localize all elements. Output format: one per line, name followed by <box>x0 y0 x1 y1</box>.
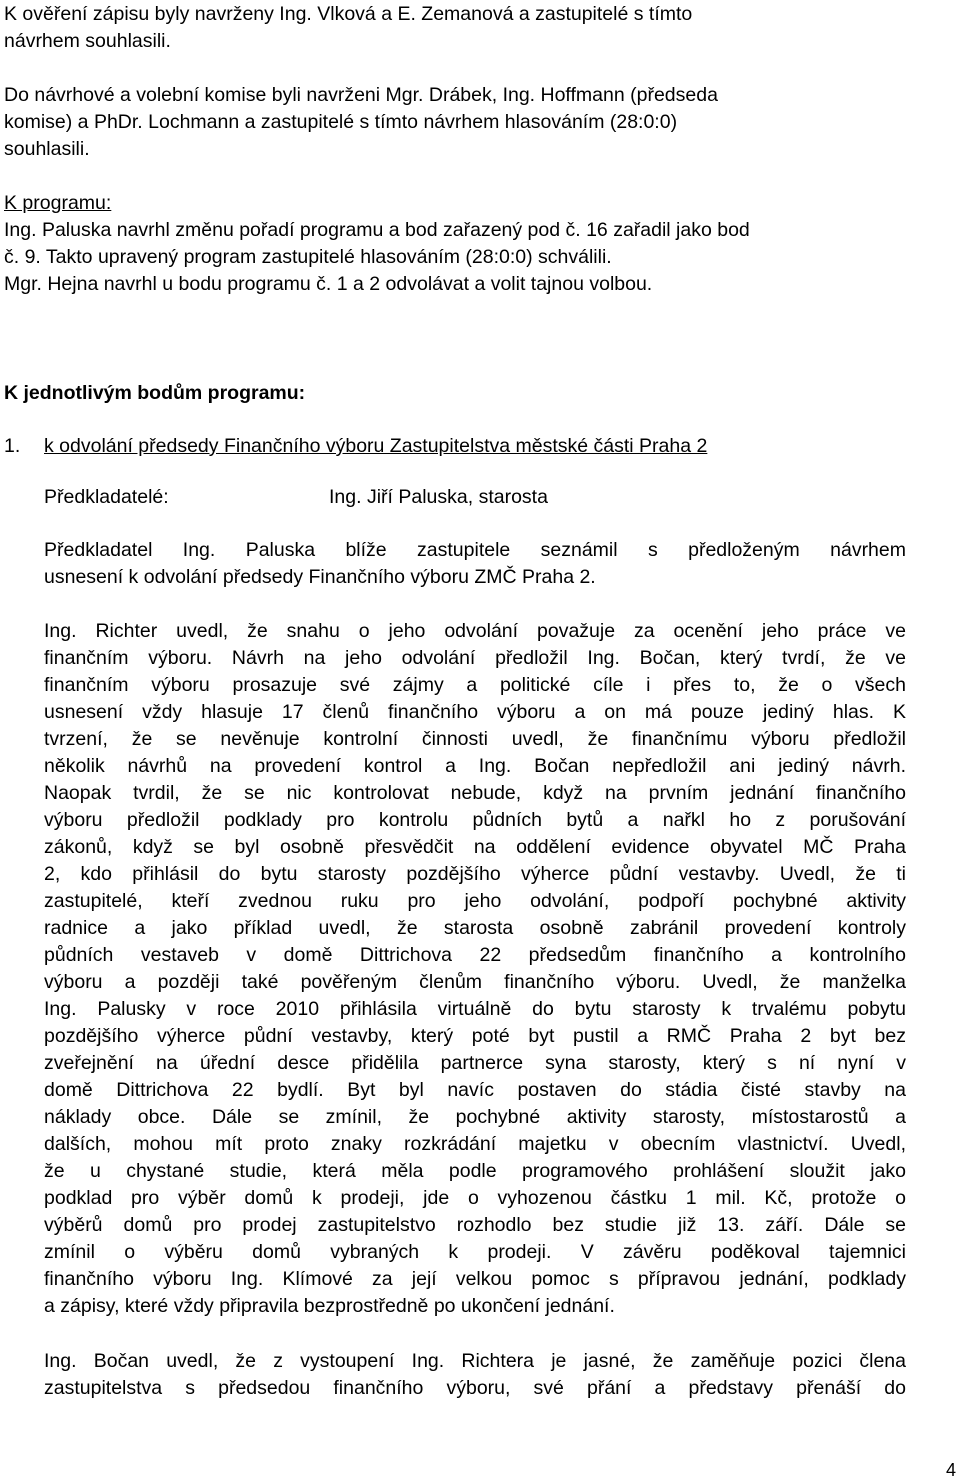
item-number: 1. <box>4 435 21 457</box>
paragraph-line: finančním výboru. Návrh na jeho odvolání předložil Ing. Bočan, který tvrdí, že ve <box>44 647 906 669</box>
page-number: 4 <box>946 1460 957 1480</box>
intro-line: Do návrhové a volební komise byli navrženi Mgr. Drábek, Ing. Hoffmann (předseda <box>4 84 718 106</box>
paragraph-line: několik návrhů na provedení kontrol a Ing. Bočan nepředložil ani jediný návrh. <box>44 755 906 777</box>
paragraph-line: usnesení k odvolání předsedy Finančního výboru ZMČ Praha 2. <box>44 566 596 588</box>
intro-line: souhlasili. <box>4 138 90 160</box>
paragraph-line: finančního výboru Ing. Klímové za její velkou pomoc s přípravou jednání, podklady <box>44 1268 906 1290</box>
program-heading: K programu: <box>4 192 112 214</box>
paragraph-line: finančním výboru prosazuje své zájmy a politické cíle i přes to, že o všech <box>44 674 906 696</box>
intro-line: K ověření zápisu byly navrženy Ing. Vlková a E. Zemanová a zastupitelé s tímto <box>4 3 693 25</box>
paragraph-line: a zápisy, které vždy připravila bezprostředně po ukončení jednání. <box>44 1295 615 1317</box>
paragraph-line: Ing. Palusky v roce 2010 přihlásila virtuálně do bytu starosty k trvalému pobytu <box>44 998 906 1020</box>
paragraph-line: pozdějšího výherce půdní vestavby, který poté byt pustil a RMČ Praha 2 byt bez <box>44 1025 906 1047</box>
paragraph-line: tvrzení, že se nevěnuje kontrolní činnosti uvedl, že finančnímu výboru předložil <box>44 728 906 750</box>
paragraph-line: půdních vestaveb v domě Dittrichova 22 předsedům finančního a kontrolního <box>44 944 906 966</box>
paragraph-line: Ing. Bočan uvedl, že z vystoupení Ing. Richtera je jasné, že zaměňuje pozici člena <box>44 1350 906 1372</box>
paragraph-line: usnesení vždy hlasuje 17 členů finančního výboru a on má pouze jediný hlas. K <box>44 701 906 723</box>
paragraph-line: Předkladatel Ing. Paluska blíže zastupitele seznámil s předloženým návrhem <box>44 539 906 561</box>
program-line: Ing. Paluska navrhl změnu pořadí programu a bod zařazený pod č. 16 zařadil jako bod <box>4 219 750 241</box>
paragraph-line: dalších, mohou mít proto znaky rozkrádání majetku v obecním vlastnictví. Uvedl, <box>44 1133 906 1155</box>
items-section-heading: K jednotlivým bodům programu: <box>4 382 306 404</box>
paragraph-line: výboru a později také pověřeným členům finančního výboru. Uvedl, že manželka <box>44 971 906 993</box>
program-line: Mgr. Hejna navrhl u bodu programu č. 1 a 2 odvolávat a volit tajnou volbou. <box>4 273 653 295</box>
paragraph-line: Naopak tvrdil, že se nic kontrolovat nebude, když na prvním jednání finančního <box>44 782 906 804</box>
paragraph-line: 2, kdo přihlásil do bytu starosty pozdějšího výherce půdní vestavby. Uvedl, že ti <box>44 863 906 885</box>
paragraph-line: podklad pro výběr domů k prodeji, jde o vyhozenou částku 1 mil. Kč, protože o <box>44 1187 906 1209</box>
paragraph-line: domě Dittrichova 22 bydlí. Byt byl navíc postaven do stádia čisté stavby na <box>44 1079 906 1101</box>
paragraph-line: zveřejnění na úřední desce přidělila partnerce syna starosty, který s ní nyní v <box>44 1052 906 1074</box>
paragraph-line: výběrů domů pro prodej zastupitelstvo rozhodlo bez studie již 13. září. Dále se <box>44 1214 906 1236</box>
intro-line: komise) a PhDr. Lochmann a zastupitelé s tímto návrhem hlasováním (28:0:0) <box>4 111 678 133</box>
paragraph-line: Ing. Richter uvedl, že snahu o jeho odvolání považuje za ocenění jeho práce ve <box>44 620 906 642</box>
submitters-value: Ing. Jiří Paluska, starosta <box>329 486 548 508</box>
paragraph-line: zmínil o výběru domů vybraných k prodeji. V závěru poděkoval tajemnici <box>44 1241 906 1263</box>
paragraph-line: zákonů, když se byl osobně přesvědčit na oddělení evidence obyvatel MČ Praha <box>44 836 906 858</box>
paragraph-line: že u chystané studie, která měla podle programového prohlášení sloužit jako <box>44 1160 906 1182</box>
submitters-label: Předkladatelé: <box>44 486 169 508</box>
intro-line: návrhem souhlasili. <box>4 30 171 52</box>
paragraph-line: výboru předložil podklady pro kontrolu půdních bytů a nařkl ho z porušování <box>44 809 906 831</box>
program-line: č. 9. Takto upravený program zastupitelé hlasováním (28:0:0) schválili. <box>4 246 612 268</box>
paragraph-line: zastupitelé, kteří zvednou ruku pro jeho odvolání, podpoří pochybné aktivity <box>44 890 906 912</box>
paragraph-line: náklady obce. Dále se zmínil, že pochybné aktivity starosty, místostarostů a <box>44 1106 906 1128</box>
paragraph-line: zastupitelstva s předsedou finančního výboru, své přání a představy přenáší do <box>44 1377 906 1399</box>
item-title: k odvolání předsedy Finančního výboru Zastupitelstva městské části Praha 2 <box>44 435 708 457</box>
paragraph-line: radnice a jako příklad uvedl, že starosta osobně zabránil provedení kontroly <box>44 917 906 939</box>
